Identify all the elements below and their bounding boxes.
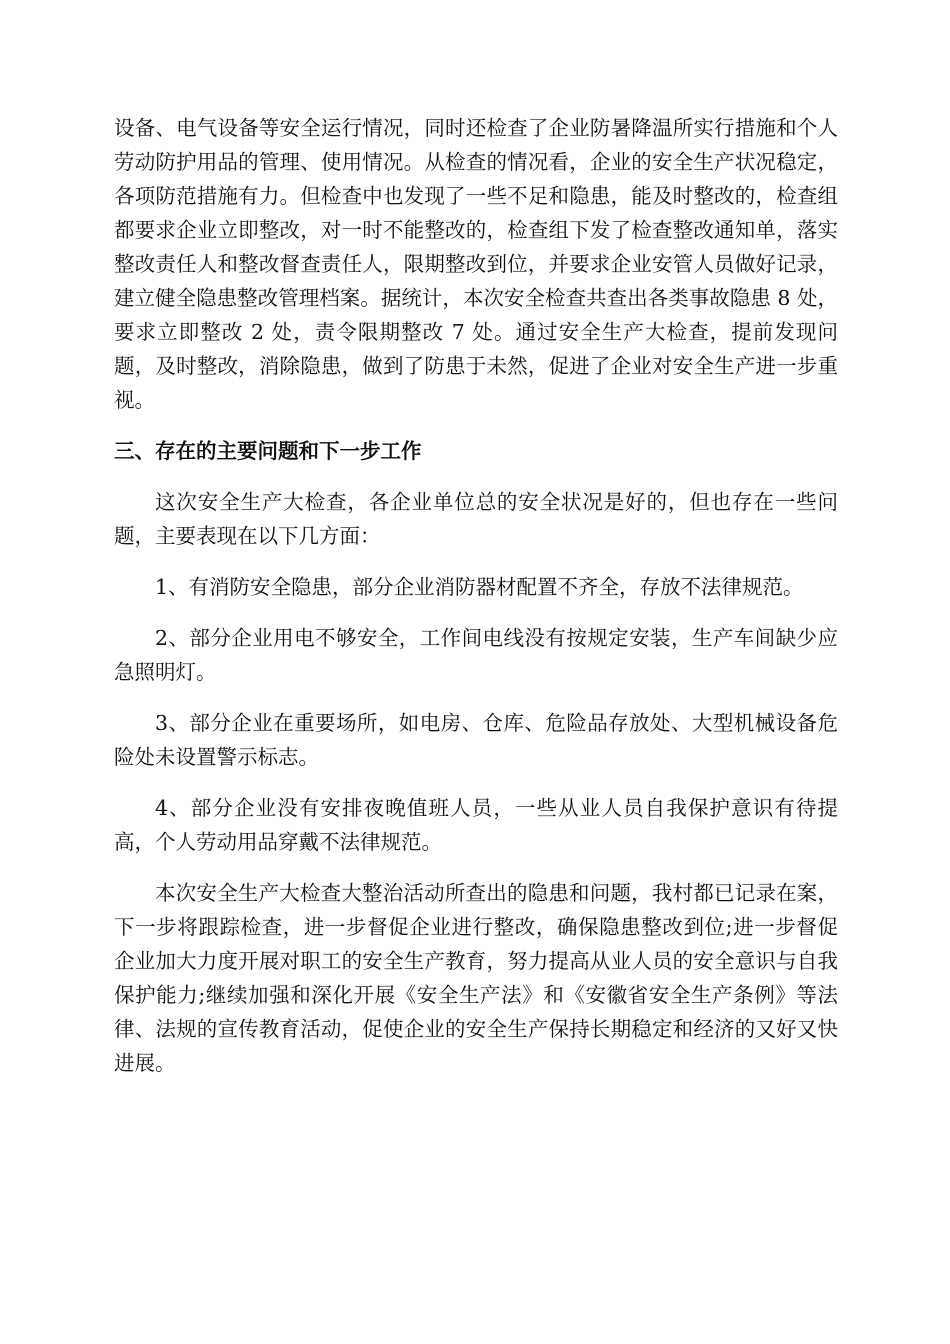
- continued-paragraph: 设备、电气设备等安全运行情况，同时还检查了企业防暑降温所实行措施和个人劳动防护用品的管理、使用情况。从检查的情况看，企业的安全生产状况稳定，各项防范措施有力。但检查中也发现了一些不足和隐患，能及时整改的，检查组都要求企业立即整改，对一时不能整改的，检查组下发了检查整改通知单，落实整改责任人和整改督查责任人，限期整改到位，并要求企业安管人员做好记录，建立健全隐患整改管理档案。据统计，本次安全检查共查出各类事故隐患 8 处，要求立即整改 2 处，责令限期整改 7 处。通过安全生产大检查，提前发现问题，及时整改，消除隐患，做到了防患于未然，促进了企业对安全生产进一步重视。: [114, 116, 838, 412]
- issue-item-3: 3、部分企业在重要场所，如电房、仓库、危险品存放处、大型机械设备危险处未设置警示标志。: [114, 711, 838, 769]
- section-heading: 三、存在的主要问题和下一步工作: [114, 439, 422, 463]
- issue-item-2: 2、部分企业用电不够安全，工作间电线没有按规定安装，生产车间缺少应急照明灯。: [114, 626, 838, 684]
- next-steps-paragraph: 本次安全生产大检查大整治活动所查出的隐患和问题，我村都已记录在案，下一步将跟踪检查，进一步督促企业进行整改，确保隐患整改到位;进一步督促企业加大力度开展对职工的安全生产教育，努力提高从业人员的安全意识与自我保护能力;继续加强和深化开展《安全生产法》和《安徽省安全生产条例》等法律、法规的宣传教育活动，促使企业的安全生产保持长期稳定和经济的又好又快进展。: [114, 881, 838, 1075]
- issue-item-1: 1、有消防安全隐患，部分企业消防器材配置不齐全，存放不法律规范。: [155, 575, 804, 599]
- document-page: [114, 111, 838, 1097]
- intro-paragraph: 这次安全生产大检查，各企业单位总的安全状况是好的，但也存在一些问题，主要表现在以下几方面：: [114, 490, 838, 548]
- issue-item-4: 4、部分企业没有安排夜晚值班人员，一些从业人员自我保护意识有待提高，个人劳动用品穿戴不法律规范。: [114, 796, 838, 854]
